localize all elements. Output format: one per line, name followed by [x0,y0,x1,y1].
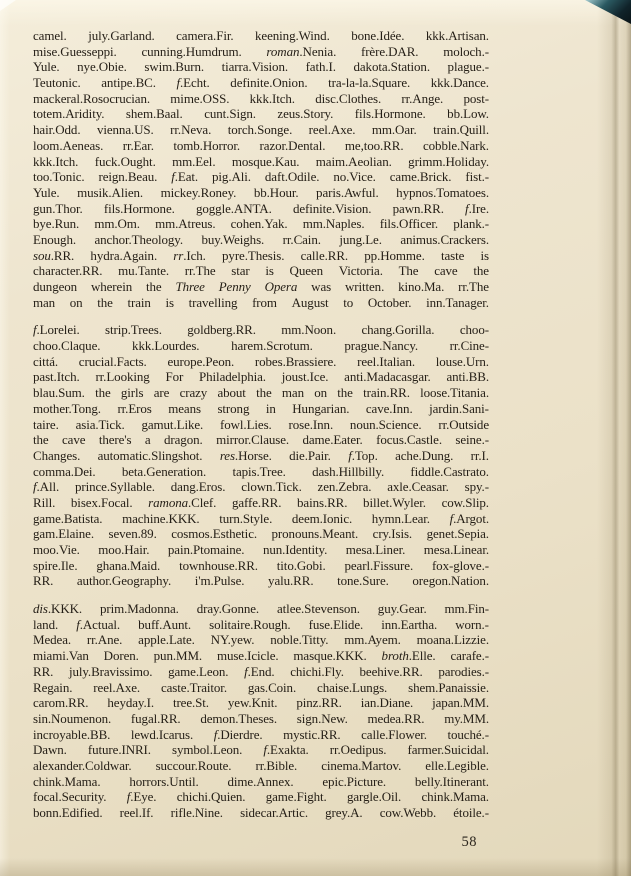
text-line: gun.Thor. fils.Hormone. goggle.ANTA. definite.Vision. pawn.RR. f.Ire. [33,200,489,216]
text-line: spire.Ile. ghana.Maid. townhouse.RR. tito.Gobi. pearl.Fissure. fox-glove.- [33,557,489,573]
text-line: miami.Van Doren. pun.MM. muse.Icicle. masque.KKK. broth.Elle. carafe.- [33,648,489,664]
text-line: blau.Sum. the girls are crazy about the man on the train.RR. loose.Titania. [33,385,489,401]
page-number: 58 [461,834,477,850]
text-line: incroyable.BB. lewd.Icarus. f.Dierdre. mystic.RR. calle.Flower. touché.- [33,726,489,742]
text-line: Rill. bisex.Focal. ramona.Clef. gaffe.RR. bains.RR. billet.Wyler. cow.Slip. [33,494,489,510]
text-line: loom.Aeneas. rr.Ear. tomb.Horror. razor.Dental. me,too.RR. cobble.Nark. [33,137,489,153]
text-line: RR. july.Bravissimo. game.Leon. f.End. chichi.Fly. beehive.RR. parodies.- [33,663,489,679]
top-left-corner-highlight [0,0,16,11]
paragraph [33,28,489,310]
text-line: alexander.Coldwar. succour.Route. rr.Bible. cinema.Martov. elle.Legible. [33,757,489,773]
text-line: mackeral.Rosocrucian. mime.OSS. kkk.Itch. disc.Clothes. rr.Ange. post- [33,90,489,106]
text-line: Medea. rr.Ane. apple.Late. NY.yew. noble.Titty. mm.Ayem. moana.Lizzie. [33,632,489,648]
page-text [33,28,489,821]
top-right-corner-background [585,0,631,24]
page-left-light-edge [0,0,10,876]
page-top-light-edge [0,0,631,26]
text-line: moo.Vie. moo.Hair. pain.Ptomaine. nun.Identity. mesa.Liner. mesa.Linear. [33,542,489,557]
text-line: f.Lorelei. strip.Trees. goldberg.RR. mm.Noon. chang.Gorilla. choo- [33,322,489,338]
text-line: chink.Mama. horrors.Until. dime.Annex. epic.Picture. belly.Itinerant. [33,773,489,789]
text-line: game.Batista. machine.KKK. turn.Style. deem.Ionic. hymn.Lear. f.Argot. [33,510,489,526]
text-line: choo.Claque. kkk.Lourdes. harem.Scrotum. prague.Nancy. rr.Cine- [33,338,489,354]
paragraph [33,601,489,821]
text-line: sou.RR. hydra.Again. rr.Ich. pyre.Thesis. calle.RR. pp.Homme. taste is [33,247,489,263]
paragraph [33,322,489,589]
text-line: too.Tonic. reign.Beau. f.Eat. pig.Ali. daft.Odile. no.Vice. came.Brick. fist.- [33,169,489,185]
text-line: Regain. reel.Axe. caste.Traitor. gas.Coin. chaise.Lungs. shem.Panaissie. [33,679,489,695]
text-line: mise.Guesseppi. cunning.Humdrum. roman.Nenia. frère.DAR. moloch.- [33,43,489,59]
text-line: camel. july.Garland. camera.Fir. keening.Wind. bone.Idée. kkk.Artisan. [33,28,489,43]
text-line: sin.Noumenon. fugal.RR. demon.Theses. sign.New. medea.RR. my.MM. [33,710,489,726]
text-line: RR. author.Geography. i'm.Pulse. yalu.RR. tone.Sure. oregon.Nation. [33,573,489,589]
text-line: cittá. crucial.Facts. europe.Peon. robes.Brassiere. reel.Italian. louse.Urn. [33,353,489,369]
text-line: focal.Security. f.Eye. chichi.Quien. game.Fight. gargle.Oil. chink.Mama. [33,789,489,805]
text-line: dis.KKK. prim.Madonna. dray.Gonne. atlee.Stevenson. guy.Gear. mm.Fin- [33,601,489,617]
text-line: Dawn. future.INRI. symbol.Leon. f.Exakta. rr.Oedipus. farmer.Suicidal. [33,742,489,758]
text-line: kkk.Itch. fuck.Ought. mm.Eel. mosque.Kau. maim.Aeolian. grimm.Holiday. [33,153,489,169]
text-line: Enough. anchor.Theology. buy.Weighs. rr.Cain. jung.Le. animus.Crackers. [33,231,489,247]
text-line: f.All. prince.Syllable. dang.Eros. clown.Tick. zen.Zebra. axle.Ceasar. spy.- [33,479,489,495]
text-line: land. f.Actual. buff.Aunt. solitaire.Rough. fuse.Elide. inn.Eartha. worn.- [33,616,489,632]
text-line: mother.Tong. rr.Eros means strong in Hungarian. cave.Inn. jardin.Sani- [33,400,489,416]
text-line: comma.Dei. beta.Generation. tapis.Tree. dash.Hillbilly. fiddle.Castrato. [33,463,489,479]
text-line: totem.Aridity. shem.Baal. cunt.Sign. zeus.Story. fils.Hormone. bb.Low. [33,106,489,122]
text-line: the cave there's a dragon. mirror.Clause. dame.Eater. focus.Castle. seine.- [33,432,489,448]
text-line: bonn.Edified. reel.If. rifle.Nine. sidecar.Artic. grey.A. cow.Webb. étoile.- [33,805,489,820]
page-bottom-shadow [0,858,631,876]
text-line: carom.RR. heyday.I. tree.St. yew.Knit. pinz.RR. ian.Diane. japan.MM. [33,695,489,711]
text-line: hair.Odd. vienna.US. rr.Neva. torch.Songe. reel.Axe. mm.Oar. train.Quill. [33,122,489,138]
text-line: Changes. automatic.Slingshot. res.Horse. die.Pair. f.Top. ache.Dung. rr.I. [33,447,489,463]
text-line: bye.Run. mm.Om. mm.Atreus. cohen.Yak. mm.Naples. fils.Officer. plank.- [33,216,489,232]
text-line: Yule. musik.Alien. mickey.Roney. bb.Hour. paris.Awful. hypnos.Tomatoes. [33,184,489,200]
text-line: past.Itch. rr.Looking For Philadelphia. joust.Ice. anti.Madacasgar. anti.BB. [33,369,489,385]
text-line: gam.Elaine. seven.89. cosmos.Esthetic. pronouns.Meant. cry.Isis. genet.Sepia. [33,526,489,542]
text-line: Teutonic. antipe.BC. f.Echt. definite.Onion. tra-la-la.Square. kkk.Dance. [33,75,489,91]
page-right-curl-shadow [597,0,631,876]
text-line: character.RR. mu.Tante. rr.The star is Queen Victoria. The cave the [33,263,489,279]
text-line: man on the train is travelling from August to October. inn.Tanager. [33,294,489,310]
text-line: Yule. nye.Obie. swim.Burn. tiarra.Vision. fath.I. dakota.Station. plague.- [33,59,489,75]
text-line: taire. asia.Tick. gamut.Like. fowl.Lies. rose.Inn. noun.Science. rr.Outside [33,416,489,432]
text-line: dungeon wherein the Three Penny Opera was written. kino.Ma. rr.The [33,279,489,294]
